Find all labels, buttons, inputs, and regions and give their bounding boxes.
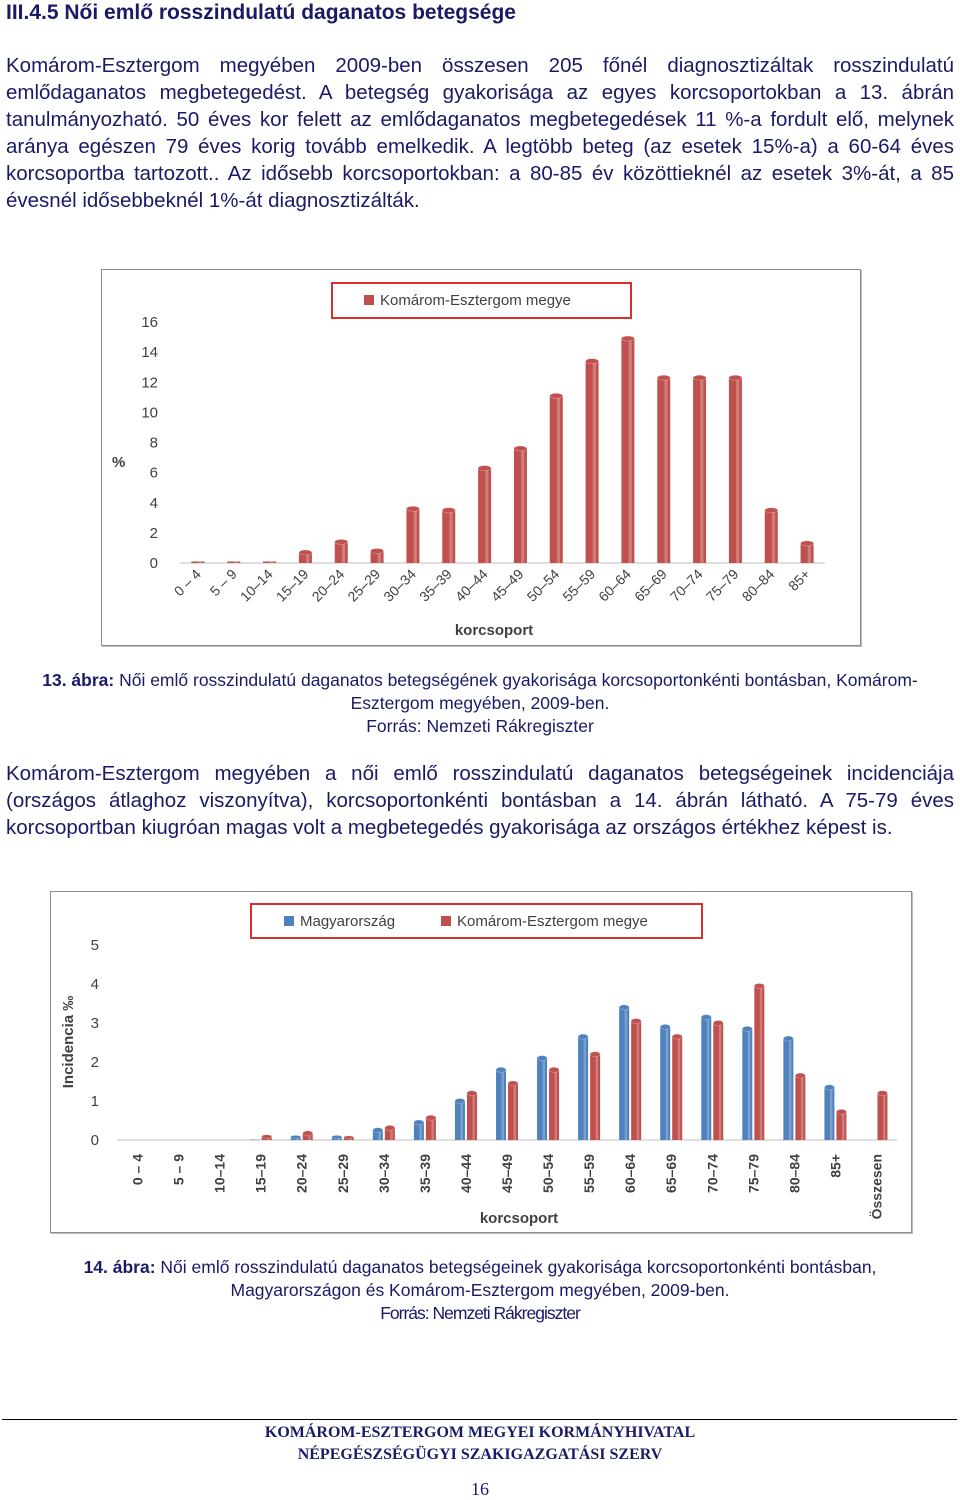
bar-ke-11-highlight [596, 1054, 599, 1140]
bar-16-body [765, 510, 778, 563]
y-tick-label: 16 [141, 314, 158, 331]
bar-hu-11-cap [578, 1034, 588, 1039]
bar-ke-12-body [631, 1021, 641, 1140]
bar-hu-13 [660, 1024, 670, 1140]
x-tick-label: 75–79 [745, 1154, 762, 1193]
x-tick-label: 20–24 [293, 1154, 310, 1193]
x-tick-label: 75–79 [702, 565, 742, 605]
bar-ke-3 [262, 1135, 272, 1140]
section-title: III.4.5 Női emlő rosszindulatú daganatos betegsége [6, 1, 516, 24]
bar-ke-10-highlight [555, 1070, 558, 1140]
bar-hu-15-cap [742, 1026, 752, 1031]
bar-14-cap [693, 375, 706, 380]
x-tick-label: 20–24 [308, 565, 348, 605]
y-tick-label: 2 [90, 1054, 99, 1071]
bar-ke-9 [508, 1081, 518, 1140]
x-tick-label: 0 – 4 [170, 565, 205, 600]
bar-ke-16-body [795, 1076, 805, 1140]
bar-ke-8-highlight [472, 1093, 475, 1140]
y-tick-label: 4 [90, 976, 99, 993]
bar-11-highlight [593, 361, 596, 563]
bar-hu-13-highlight [666, 1027, 669, 1140]
x-tick-label: 80–84 [786, 1154, 803, 1193]
bar-hu-5-cap [332, 1135, 342, 1138]
bar-ke-18 [877, 1091, 887, 1140]
x-axis-label: korcsoport [454, 622, 534, 639]
figure-13-caption-text: Női emlő rosszindulatú daganatos betegségének gyakorisága korcsoportonkénti bontásban, Komárom-Esztergom megyében, 2009-ben. [114, 670, 918, 713]
y-tick-label: 5 [90, 937, 99, 954]
bar-7-highlight [449, 510, 452, 563]
bar-0-highlight [199, 561, 202, 563]
bar-hu-16 [783, 1036, 793, 1140]
bar-5 [371, 548, 384, 563]
bar-hu-17-body [824, 1087, 834, 1140]
bar-7-cap [442, 508, 455, 513]
bar-9-body [514, 449, 527, 563]
incidence-paragraph: Komárom-Esztergom megyében a női emlő rosszindulatú daganatos betegségeinek incidenciája (országos átlaghoz viszonyítva), korcsoportonkénti bontásban a 14. ábrán látható. A 75-79 éves korcsoportban kiugróan magas volt a megbetegedés gyakorisága az országos értékhez képest is. [6, 762, 954, 839]
bar-hu-15-body [742, 1029, 752, 1140]
legend-label-red: Komárom-Esztergom megye [457, 913, 648, 930]
chart-14-legend [251, 904, 702, 938]
bar-10 [550, 393, 563, 563]
y-tick-label: 4 [149, 494, 158, 512]
x-tick-label: 15–19 [272, 565, 312, 605]
x-tick-label: 30–34 [375, 1154, 392, 1193]
bar-ke-9-highlight [514, 1083, 517, 1140]
y-tick-label: 2 [149, 524, 158, 542]
x-tick-label: 25–29 [334, 1154, 351, 1193]
bar-hu-9-cap [496, 1067, 506, 1072]
bar-13 [657, 375, 670, 563]
bar-5-cap [371, 548, 384, 553]
bar-hu-17-cap [824, 1085, 834, 1090]
bar-16-highlight [772, 510, 775, 563]
bar-hu-17-highlight [830, 1087, 833, 1140]
figure-13-caption [20, 669, 940, 715]
x-tick-label: 60–64 [622, 1154, 639, 1193]
bar-hu-13-cap [660, 1024, 670, 1029]
bar-11 [586, 359, 599, 563]
bar-1 [227, 561, 240, 563]
page-number: 16 [471, 1479, 489, 1499]
bar-0-body [191, 561, 204, 563]
y-tick-label: 12 [141, 374, 158, 392]
figure-13-source: Forrás: Nemzeti Rákregiszter [366, 716, 594, 736]
bar-hu-15 [742, 1026, 752, 1140]
bar-ke-17 [836, 1109, 846, 1140]
bar-ke-13-cap [672, 1034, 682, 1039]
bar-4-highlight [342, 542, 345, 563]
bar-17-body [801, 543, 814, 563]
x-tick-label: 55–59 [581, 1154, 598, 1193]
bar-13-cap [657, 375, 670, 380]
bar-8-body [478, 468, 491, 563]
x-tick-label: 60–64 [595, 565, 635, 605]
bar-hu-16-body [783, 1039, 793, 1140]
bar-15-body [729, 378, 742, 563]
legend-swatch-red [441, 916, 451, 926]
figure-14-caption-text: Női emlő rosszindulatú daganatos betegségeinek gyakorisága korcsoportonkénti bontásban, Magyarországon és Komárom-Esztergom megyében, 2009-ben. [155, 1257, 877, 1300]
x-tick-label: 50–54 [523, 565, 563, 605]
bar-hu-13-body [660, 1027, 670, 1140]
bar-ke-17-body [836, 1112, 846, 1140]
x-tick-label: 70–74 [666, 565, 706, 605]
x-tick-label: 35–39 [416, 1154, 433, 1193]
x-tick-label: 25–29 [344, 565, 384, 605]
figure-14-number: 14. ábra: [83, 1257, 156, 1277]
bar-ke-18-highlight [883, 1093, 886, 1140]
bar-ke-18-cap [877, 1091, 887, 1096]
x-tick-label: 85+ [827, 1154, 844, 1178]
chart-14 [50, 891, 912, 1233]
x-tick-label: 40–44 [451, 565, 491, 605]
bar-hu-9-body [496, 1070, 506, 1140]
bar-15-highlight [736, 378, 739, 563]
bar-14-body [693, 378, 706, 563]
bar-0 [191, 561, 204, 563]
bar-17 [801, 541, 814, 563]
bar-ke-7-highlight [431, 1118, 434, 1140]
bar-ke-14-highlight [719, 1023, 722, 1140]
x-tick-label: 15–19 [252, 1154, 269, 1193]
bar-hu-4-cap [291, 1135, 301, 1138]
bar-hu-6 [373, 1128, 383, 1140]
bar-hu-17 [824, 1085, 834, 1140]
bar-ke-14-body [713, 1023, 723, 1140]
bar-hu-14-body [701, 1017, 711, 1140]
y-tick-label: 10 [141, 404, 158, 422]
bar-ke-10 [549, 1067, 559, 1140]
bar-hu-11-highlight [584, 1037, 587, 1140]
bar-hu-6-cap [373, 1128, 383, 1133]
bar-ke-10-body [549, 1070, 559, 1140]
legend-swatch-blue [284, 916, 294, 926]
bar-9-highlight [521, 449, 524, 563]
bar-ke-16 [795, 1073, 805, 1140]
chart-13-svg [102, 270, 860, 645]
bar-ke-6-cap [385, 1125, 395, 1130]
bar-hu-3-highlight [255, 1140, 258, 1141]
bar-6-highlight [414, 509, 417, 563]
bar-3-cap [299, 550, 312, 555]
bar-1-highlight [234, 561, 237, 563]
bar-ke-11-cap [590, 1052, 600, 1057]
bar-6-cap [406, 506, 419, 511]
bar-1-body [227, 561, 240, 563]
bar-ke-17-cap [836, 1109, 846, 1114]
bar-hu-12 [619, 1005, 629, 1140]
bar-ke-12 [631, 1019, 641, 1140]
bar-hu-9-highlight [502, 1070, 505, 1140]
bar-ke-17-highlight [842, 1112, 845, 1140]
bar-ke-18-body [877, 1093, 887, 1140]
x-tick-label: 65–69 [631, 565, 670, 605]
bar-ke-7-body [426, 1118, 436, 1140]
x-tick-label: 50–54 [540, 1154, 557, 1193]
bar-9 [514, 446, 527, 563]
bar-hu-4 [291, 1135, 301, 1140]
bar-hu-8-cap [455, 1099, 465, 1104]
bar-hu-11-body [578, 1037, 588, 1140]
bar-12 [621, 336, 634, 563]
bar-2-body [263, 561, 276, 563]
bar-16-cap [765, 508, 778, 513]
bar-6-body [406, 509, 419, 563]
bar-hu-3 [250, 1140, 260, 1141]
bar-10-body [550, 396, 563, 563]
bar-hu-16-cap [783, 1036, 793, 1041]
bar-hu-14-cap [701, 1015, 711, 1020]
y-tick-label: 3 [90, 1015, 99, 1032]
bar-hu-9 [496, 1067, 506, 1140]
bar-ke-14-cap [713, 1021, 723, 1026]
bar-ke-11 [590, 1052, 600, 1140]
intro-paragraph: Komárom-Esztergom megyében 2009-ben összesen 205 főnél diagnosztizáltak rosszindulatú emlődaganatos megbetegedést. A betegség gyakorisága az egyes korcsoportokban a 13. ábrán tanulmányozható. 50 éves kor felett az emlődaganatos megbetegedések 11 %-a fordult elő, melynek aránya egészen 79 éves korig tovább emelkedik. A legtöbb beteg (az esetek 15%-a) a 60-64 éves korcsoportba tartozott.. Az idősebb korcsoportokban: a 80-85 év közöttieknél az esetek 3%-át, a 85 évesnél idősebbeknél 1%-át diagnosztizálták. [6, 54, 954, 212]
bar-ke-5-cap [344, 1136, 354, 1139]
y-axis-label: Incidencia ‰ [60, 995, 77, 1089]
bar-ke-12-highlight [637, 1021, 640, 1140]
y-tick-label: 0 [149, 555, 158, 572]
bar-11-cap [586, 359, 599, 364]
bar-7 [442, 508, 455, 563]
y-tick-label: 14 [141, 344, 158, 362]
bar-4 [335, 539, 348, 563]
bar-hu-16-highlight [789, 1039, 792, 1140]
bar-hu-14 [701, 1015, 711, 1140]
bar-ke-10-cap [549, 1067, 559, 1072]
x-tick-label: 5 – 9 [170, 1154, 187, 1186]
bar-ke-9-cap [508, 1081, 518, 1086]
bar-ke-13 [672, 1034, 682, 1140]
footer-divider [2, 1419, 957, 1420]
bar-16 [765, 508, 778, 563]
bar-2-highlight [270, 561, 273, 563]
x-tick-label: Összesen [868, 1154, 885, 1220]
x-tick-label: 10–14 [236, 565, 276, 605]
bar-ke-8 [467, 1091, 477, 1140]
y-tick-label: 6 [149, 464, 158, 482]
bar-ke-4-cap [303, 1131, 313, 1136]
x-tick-label: 10–14 [211, 1154, 228, 1193]
bar-hu-14-highlight [707, 1017, 710, 1140]
bar-4-cap [335, 539, 348, 544]
bar-ke-16-highlight [801, 1076, 804, 1140]
bar-ke-5 [344, 1136, 354, 1140]
y-tick-label: 8 [149, 434, 158, 452]
bar-2 [263, 561, 276, 563]
x-tick-label: 40–44 [457, 1154, 474, 1193]
bar-15-cap [729, 375, 742, 380]
bar-hu-15-highlight [748, 1029, 751, 1140]
bar-17-highlight [808, 543, 811, 563]
bar-12-highlight [629, 339, 632, 563]
bar-9-cap [514, 446, 527, 451]
bar-ke-14 [713, 1021, 723, 1141]
figure-14-caption [20, 1256, 940, 1302]
footer-department: NÉPEGÉSZSÉGÜGYI SZAKIGAZGATÁSI SZERV [297, 1446, 663, 1463]
legend-label: Komárom-Esztergom megye [380, 292, 571, 309]
bar-ke-15-body [754, 986, 764, 1140]
y-tick-label: 1 [90, 1093, 99, 1110]
x-tick-label: 70–74 [704, 1154, 721, 1193]
bar-17-cap [801, 541, 814, 546]
x-tick-label: 35–39 [416, 565, 455, 605]
bar-11-body [586, 361, 599, 563]
bar-8-highlight [485, 468, 488, 563]
bar-hu-10-highlight [543, 1058, 546, 1140]
chart-13 [101, 269, 861, 646]
bar-ke-6 [385, 1125, 395, 1140]
legend-swatch [364, 295, 374, 305]
bar-14-highlight [700, 378, 703, 563]
bar-hu-7 [414, 1120, 424, 1140]
bar-ke-12-cap [631, 1019, 641, 1024]
x-tick-label: 45–49 [487, 565, 527, 605]
bar-hu-8 [455, 1099, 465, 1141]
bar-8 [478, 466, 491, 563]
bar-3 [299, 550, 312, 563]
bar-ke-13-highlight [678, 1037, 681, 1140]
bar-ke-8-body [467, 1093, 477, 1140]
bar-ke-15-highlight [760, 986, 763, 1140]
bar-10-cap [550, 393, 563, 398]
bar-hu-5 [332, 1135, 342, 1140]
bar-4-body [335, 542, 348, 563]
x-tick-label: 45–49 [499, 1154, 515, 1193]
bar-hu-8-body [455, 1101, 465, 1140]
bar-ke-7-cap [426, 1115, 436, 1120]
x-tick-label: 80–84 [738, 565, 778, 605]
bar-15 [729, 375, 742, 563]
bar-14 [693, 375, 706, 563]
bar-6 [406, 506, 419, 563]
x-tick-label: 0 – 4 [129, 1154, 146, 1186]
x-axis-label: korcsoport [479, 1210, 559, 1227]
bar-7-body [442, 510, 455, 563]
bar-hu-11 [578, 1034, 588, 1140]
bar-ke-15 [754, 983, 764, 1140]
bar-ke-8-cap [467, 1091, 477, 1096]
bar-13-body [657, 378, 670, 563]
bar-hu-8-highlight [460, 1101, 463, 1140]
x-tick-label: 55–59 [559, 565, 599, 605]
bar-hu-10-body [537, 1058, 547, 1140]
bar-8-cap [478, 466, 491, 471]
figure-13-number: 13. ábra: [42, 670, 115, 690]
bar-hu-7-cap [414, 1120, 424, 1125]
figure-14-source: Forrás: Nemzeti Rákregiszter [380, 1303, 580, 1323]
footer-office: KOMÁROM-ESZTERGOM MEGYEI KORMÁNYHIVATAL [264, 1424, 696, 1441]
x-tick-label: 5 – 9 [206, 565, 240, 600]
bar-ke-4 [303, 1131, 313, 1140]
bar-hu-3-body [250, 1140, 260, 1141]
bar-ke-3-cap [262, 1135, 272, 1139]
bar-hu-12-highlight [625, 1007, 628, 1140]
y-axis-label: % [112, 454, 126, 471]
bar-12-cap [621, 336, 634, 341]
chart-14-svg [51, 892, 911, 1232]
bar-hu-12-cap [619, 1005, 629, 1010]
bar-hu-10-cap [537, 1056, 547, 1061]
x-tick-label: 30–34 [380, 565, 420, 605]
bar-10-highlight [557, 396, 560, 563]
bar-12-body [621, 339, 634, 563]
bar-hu-12-body [619, 1007, 629, 1140]
bar-ke-15-cap [754, 983, 764, 988]
chart-13-legend [332, 283, 631, 318]
legend-label-blue: Magyarország [300, 913, 396, 930]
bar-ke-16-cap [795, 1073, 805, 1078]
bar-ke-7 [426, 1115, 436, 1140]
y-tick-label: 0 [90, 1132, 99, 1149]
x-tick-label: 65–69 [663, 1154, 680, 1193]
bar-ke-13-body [672, 1037, 682, 1140]
bar-hu-10 [537, 1056, 547, 1140]
bar-ke-9-body [508, 1083, 518, 1140]
x-tick-label: 85+ [785, 565, 814, 594]
bar-ke-11-body [590, 1054, 600, 1140]
bar-13-highlight [664, 378, 667, 563]
